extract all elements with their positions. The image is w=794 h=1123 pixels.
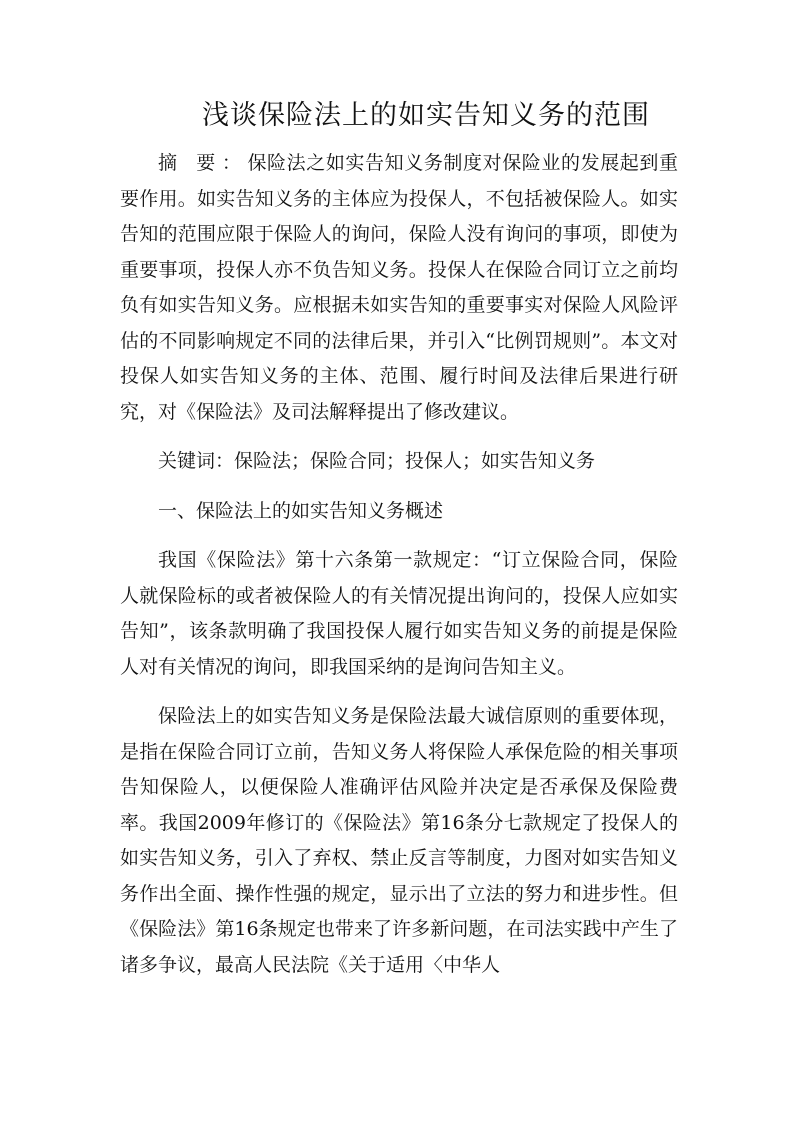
- section-heading: 一、保险法上的如实告知义务概述: [158, 499, 444, 522]
- document-body: [120, 146, 678, 997]
- keywords-line: 关键词：保险法；保险合同；投保人；如实告知义务: [158, 450, 596, 472]
- abstract-paragraph: [120, 146, 678, 430]
- body-paragraph-2: 保险法上的如实告知义务是保险法最大诚信原则的重要体现，是指在保险合同订立前，告知义务人将保险人承保危险的相关事项告知保险人，以便保险人准确评估风险并决定是否承保及保险费率。我国2009年修订的《保险法》第16条分七款规定了投保人的如实告知义务，引入了弃权、禁止反言等制度，力图对如实告知义务作出全面、操作性强的规定，显示出了立法的努力和进步性。但《保险法》第16条规定也带来了许多新问题，在司法实践中产生了诸多争议，最高人民法院《关于适用〈中华人: [120, 705, 678, 976]
- body-paragraph-1: 我国《保险法》第十六条第一款规定：“订立保险合同，保险人就保险标的或者被保险人的有关情况提出询问的，投保人应如实告知”，该条款明确了我国投保人履行如实告知义务的前提是保险人对有关情况的询问，即我国采纳的是询问告知主义。: [120, 549, 678, 678]
- abstract-label: 摘 要：: [158, 152, 248, 174]
- abstract-text: 保险法之如实告知义务制度对保险业的发展起到重要作用。如实告知义务的主体应为投保人，不包括被保险人。如实告知的范围应限于保险人的询问，保险人没有询问的事项，即使为重要事项，投保人亦不负告知义务。投保人在保险合同订立之前均负有如实告知义务。应根据未如实告知的重要事实对保险人风险评估的不同影响规定不同的法律后果，并引入“比例罚规则”。本文对投保人如实告知义务的主体、范围、履行时间及法律后果进行研究，对《保险法》及司法解释提出了修改建议。: [120, 152, 678, 423]
- document-title: 浅谈保险法上的如实告知义务的范围: [202, 100, 650, 131]
